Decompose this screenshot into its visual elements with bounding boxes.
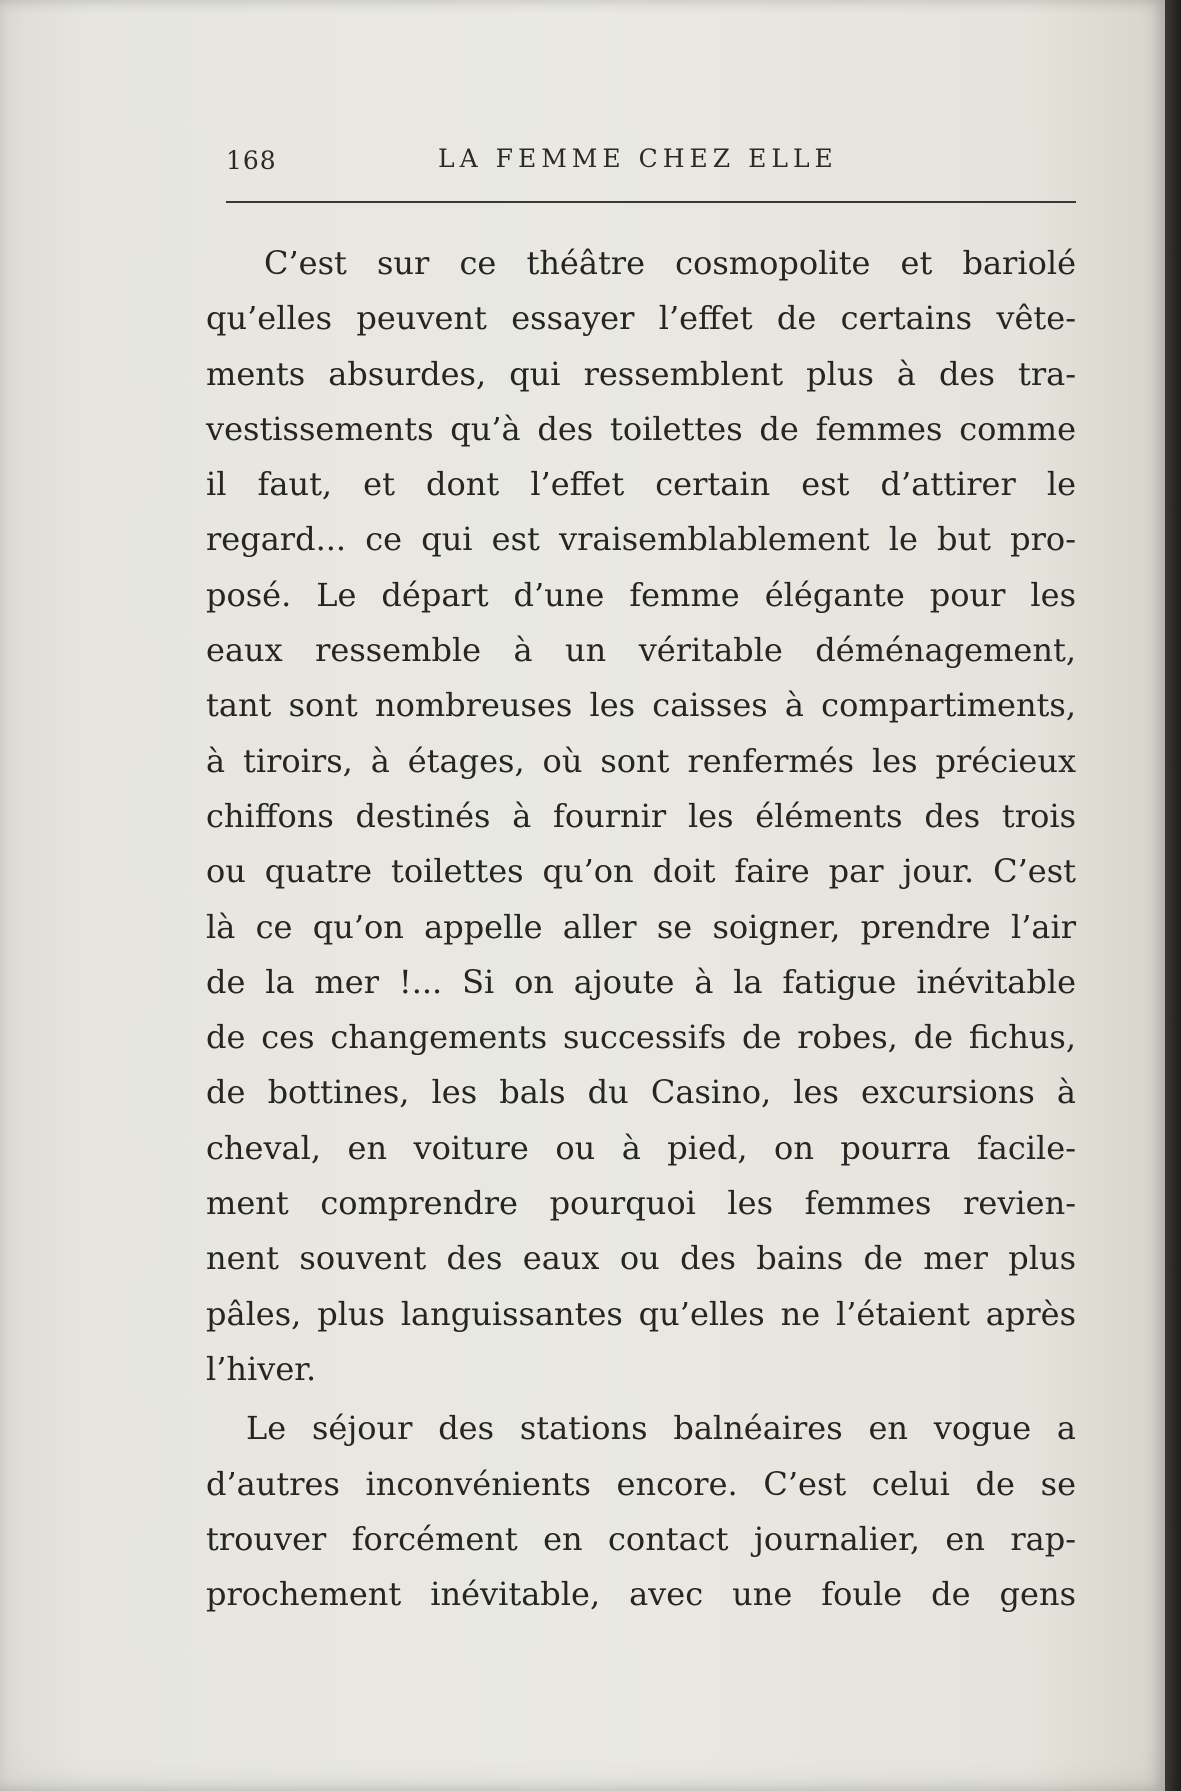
text-line: chiffons destinés à fournir les éléments des trois: [206, 796, 1076, 835]
text-line: de ces changements successifs de robes, de fichus,: [206, 1018, 1076, 1057]
text-line: Le séjour des stations balnéaires en vogue a: [246, 1409, 1076, 1448]
text-line: d’autres inconvénients encore. C’est celui de se: [206, 1464, 1076, 1503]
book-gutter-edge: [1165, 0, 1181, 1791]
body-text: [206, 236, 1076, 1622]
text-line: il faut, et dont l’effet certain est d’attirer le: [206, 465, 1076, 504]
text-line: à tiroirs, à étages, où sont renfermés les précieux: [206, 741, 1076, 780]
text-line: de bottines, les bals du Casino, les excursions à: [206, 1073, 1076, 1112]
text-line: l’hiver.: [206, 1349, 317, 1388]
text-line: de la mer !... Si on ajoute à la fatigue inévitable: [206, 962, 1076, 1001]
page-number: 168: [226, 146, 277, 175]
running-head: [226, 142, 1076, 182]
text-line: ment comprendre pourquoi les femmes revien-: [206, 1184, 1076, 1223]
text-line: ments absurdes, qui ressemblent plus à des tra-: [206, 354, 1076, 393]
text-line: C’est sur ce théâtre cosmopolite et bariolé: [264, 244, 1076, 282]
text-line: prochement inévitable, avec une foule de gens: [206, 1575, 1076, 1614]
text-line: ou quatre toilettes qu’on doit faire par jour. C’est: [206, 852, 1076, 891]
running-title: LA FEMME CHEZ ELLE: [438, 144, 838, 173]
text-line: cheval, en voiture ou à pied, on pourra facile-: [206, 1128, 1076, 1167]
text-line: nent souvent des eaux ou des bains de mer plus: [206, 1239, 1076, 1278]
text-line: qu’elles peuvent essayer l’effet de certains vête-: [206, 299, 1076, 338]
text-line: là ce qu’on appelle aller se soigner, prendre l’air: [206, 907, 1076, 946]
text-line: pâles, plus languissantes qu’elles ne l’étaient après: [206, 1294, 1076, 1333]
text-line: tant sont nombreuses les caisses à compartiments,: [206, 686, 1076, 725]
text-line: regard... ce qui est vraisemblablement le but pro-: [206, 520, 1076, 559]
text-line: posé. Le départ d’une femme élégante pour les: [206, 575, 1076, 614]
text-line: eaux ressemble à un véritable déménagement,: [206, 631, 1076, 670]
text-line: vestissements qu’à des toilettes de femmes comme: [206, 409, 1076, 448]
header-rule: [226, 201, 1076, 203]
text-line: trouver forcément en contact journalier, en rap-: [206, 1519, 1076, 1558]
